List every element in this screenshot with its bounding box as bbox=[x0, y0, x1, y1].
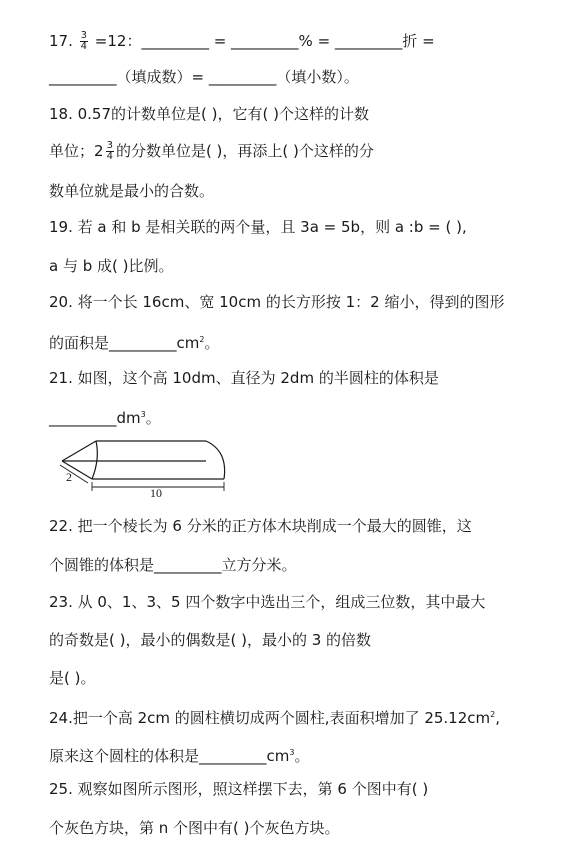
q17-number: 17. bbox=[49, 32, 73, 50]
q25-line1: 25. 观察如图所示图形，照这样摆下去，第 6 个图中有( ) bbox=[49, 780, 429, 798]
q17-line1 bbox=[49, 31, 525, 52]
q24-text: 24.把一个高 2cm 的圆柱横切成两个圆柱,表面积增加了 25.12cm bbox=[49, 709, 491, 727]
q22-line2: 个圆锥的体积是_________立方分米。 bbox=[49, 556, 297, 574]
q21-answer-text: _________dm bbox=[49, 409, 141, 427]
q20-line2 bbox=[49, 330, 525, 353]
q17-line2: _________（填成数）= _________（填小数）。 bbox=[49, 68, 359, 86]
diameter-label: 2 bbox=[66, 470, 72, 484]
comma: , bbox=[495, 709, 501, 727]
q18-line2 bbox=[49, 141, 525, 162]
superscript: 3 bbox=[289, 748, 295, 757]
q21-line2 bbox=[49, 405, 525, 428]
q18-fraction bbox=[106, 141, 114, 162]
mixed-number-whole: 2 bbox=[94, 142, 104, 160]
fraction-denominator: 4 bbox=[106, 151, 113, 162]
q22-line1: 22. 把一个棱长为 6 分米的正方体木块削成一个最大的圆锥，这 bbox=[49, 517, 472, 535]
q23-line1: 23. 从 0、1、3、5 四个数字中选出三个，组成三位数，其中最大 bbox=[49, 593, 486, 611]
q25-line2: 个灰色方块，第 n 个图中有( )个灰色方块。 bbox=[49, 819, 340, 837]
q20-answer-text: 的面积是_________cm bbox=[49, 334, 200, 352]
period: 。 bbox=[294, 747, 310, 765]
half-cylinder-figure bbox=[56, 437, 236, 499]
figure-curve bbox=[92, 441, 97, 479]
q18-line2-start: 单位； bbox=[49, 142, 95, 160]
q23-line2: 的奇数是( )，最小的偶数是( )，最小的 3 的倍数 bbox=[49, 631, 372, 649]
superscript: 2 bbox=[490, 710, 496, 719]
q24-line1 bbox=[49, 705, 525, 728]
fraction-numerator: 3 bbox=[106, 140, 113, 151]
q18-line1: 18. 0.57的计数单位是( )，它有( )个这样的计数 bbox=[49, 105, 369, 123]
superscript: 2 bbox=[199, 335, 205, 344]
fraction-denominator: 4 bbox=[80, 41, 88, 52]
fraction-numerator: 3 bbox=[80, 30, 88, 41]
q19-line1: 19. 若 a 和 b 是相关联的两个量，且 3a = 5b，则 a :b = ( ), bbox=[49, 218, 467, 236]
q23-line3: 是( )。 bbox=[49, 669, 96, 687]
q18-line2-end: 的分数单位是( )，再添上( )个这样的分 bbox=[115, 142, 374, 160]
q19-line2: a 与 b 成( )比例。 bbox=[49, 257, 174, 275]
q20-line1: 20. 将一个长 16cm、宽 10cm 的长方形按 1：2 缩小，得到的图形 bbox=[49, 293, 505, 311]
period: 。 bbox=[145, 409, 161, 427]
figure-curve bbox=[206, 441, 225, 479]
q24-answer-text: 原来这个圆柱的体积是_________cm bbox=[49, 747, 290, 765]
q18-line3: 数单位就是最小的合数。 bbox=[49, 182, 215, 200]
period: 。 bbox=[204, 334, 220, 352]
q21-line1: 21. 如图，这个高 10dm、直径为 2dm 的半圆柱的体积是 bbox=[49, 369, 439, 387]
q17-fraction bbox=[80, 31, 88, 52]
q24-line2 bbox=[49, 743, 525, 766]
superscript: 3 bbox=[140, 410, 146, 419]
figure-edge bbox=[62, 441, 96, 461]
length-label: 10 bbox=[150, 486, 162, 499]
q17-text: =12：_________ = _________% = _________折 = bbox=[94, 32, 435, 50]
